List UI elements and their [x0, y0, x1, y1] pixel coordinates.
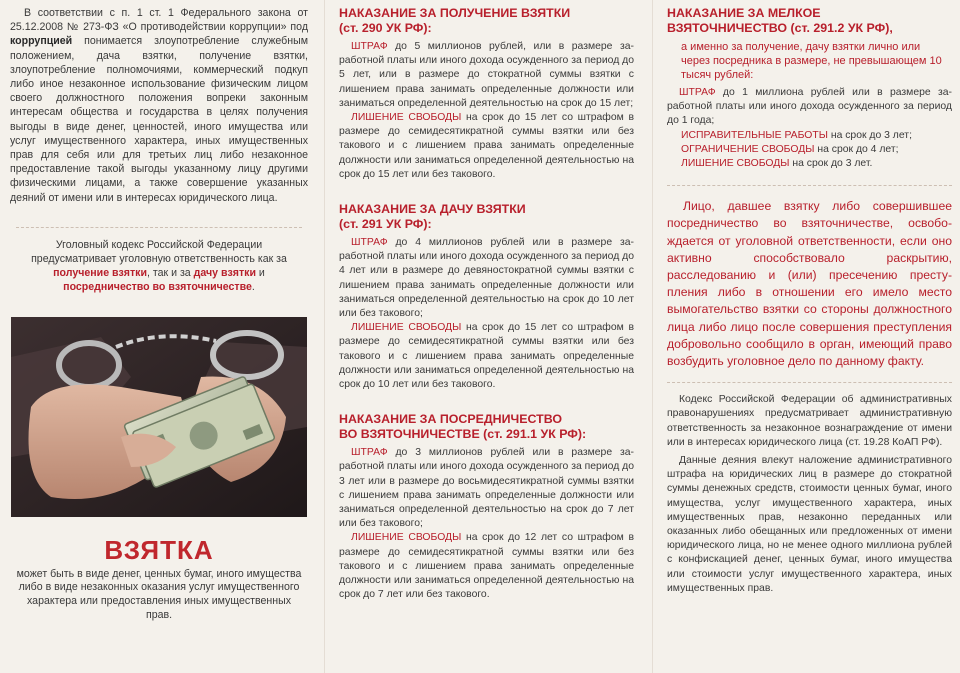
penalty-fine: [339, 236, 634, 321]
petty-bribery-note: а именно за получение, дачу взятки лично или через посредника в размере, не превышающем 10 тысяч рублей:: [681, 41, 942, 81]
bribe-title: ВЗЯТКА: [104, 534, 214, 565]
heading-line2: (ст. 290 УК РФ):: [339, 21, 432, 35]
intro-paragraph: [10, 6, 308, 205]
intro-text-end: понимается злоупотребление служебным положением, дача взятки, получение взятки, злоупотребление полномочиями, коммерческий подкуп либо иное незаконное использование физическим лицом своего должностного положения вопреки законным интересам общества и государства в целях получения выгоды в виде денег, ценностей, иного имущества или услуг имущественного характера, иных имущественных прав для себя или для третьих лиц либо незаконное предоставление такой выгоды указанному лицу другими физическими лицами, а также совершение указанных деяний от имени или в интересах юридического лица.: [10, 35, 308, 204]
koap-paragraph-1: Кодекс Российской Федерации об административных правонарушениях предусматривает административную ответственность за незаконное вознаграждение от имени или в интересах юридического лица (ст. 19.28 КоАП РФ).: [667, 394, 952, 448]
section-heading: [339, 412, 634, 442]
section-giving-bribe: [339, 202, 634, 392]
code-text-start: Уголовный кодекс Российской Федерации предусматривает уголовную ответственность как за: [31, 238, 287, 266]
section-receiving-bribe: [339, 6, 634, 182]
penalty-label: ЛИШЕНИЕ СВОБОДЫ: [351, 532, 462, 544]
penalty-text: на срок до 3 лет;: [827, 129, 912, 141]
penalty-fine: [339, 40, 634, 111]
code-text-mid1: , так и за: [147, 267, 194, 280]
koap-paragraph-2: Данные деяния влекут наложение административного штрафа на юридических лиц в размере до стократной суммы денежных средств, стоимости ценных бумаг, иного имущества, услуг имущественного характера, иных имущественных прав, незаконно переданных или оказанных либо обещанных или предложенных от имени юридического лица, но не менее одного миллиона рублей с конфискацией денег, ценных бумаг, иного имущества или стоимости услуг имущественного характера, иных имущественных прав.: [667, 455, 952, 594]
photo-illustration: [11, 317, 307, 517]
heading-line2: ВЗЯТОЧНИЧЕСТВО (ст. 291.2 УК РФ),: [667, 21, 893, 35]
penalty-label: ЛИШЕНИЕ СВОБОДЫ: [351, 322, 462, 334]
section-bribery-mediation: [339, 412, 634, 602]
penalty-label: ШТРАФ: [351, 447, 388, 459]
penalty-label: ШТРАФ: [351, 41, 388, 52]
heading-line2: (ст. 291 УК РФ):: [339, 217, 432, 232]
heading-line1: НАКАЗАНИЕ ЗА ПОЛУЧЕНИЕ ВЗЯТКИ: [339, 6, 571, 20]
handcuffed-hands-money-photo: [11, 317, 307, 517]
penalty-fine: [667, 86, 952, 129]
code-term-mediation: посредничество во взяточничестве: [63, 281, 252, 294]
penalty-correctional-work: [681, 129, 952, 143]
criminal-code-note: [18, 238, 300, 295]
penalty-text: до 5 миллионов рублей, или в размере заработной платы или иного дохода осужденного за период до 5 лет, или в размере до стократной суммы взятки с лишением права занимать определенные должности или заниматься определенной деятельностью на срок до 15 лет;: [339, 41, 634, 109]
bribe-definition: может быть в виде денег, ценных бумаг, иного имущества либо в виде незаконных оказания услуг имущественного характера или предоставления иных имущественных прав.: [16, 567, 302, 622]
code-term-giving: дачу взятки: [193, 267, 256, 280]
penalty-label: ОГРАНИЧЕНИЕ СВОБОДЫ: [681, 143, 815, 155]
left-column: [0, 0, 318, 673]
penalty-label: ШТРАФ: [679, 87, 716, 98]
intro-text-start: В соответствии с п. 1 ст. 1 Федерального закона от 25.12.2008 № 273-ФЗ «О противодействии коррупции» под: [10, 7, 308, 34]
penalty-text: на срок до 3 лет.: [789, 158, 873, 170]
penalty-text: на срок до 4 лет;: [814, 143, 899, 155]
penalty-text: до 3 миллионов рублей или в размере заработной платы или иного дохода осужденного за период до 3 лет или в размере до восьмидесятикратной суммы взятки с лишением права занимать определенные должности или заниматься определенной деятельностью на срок до 7 лет или без такового;: [339, 447, 634, 530]
penalty-text: до 4 миллионов рублей или в размере заработной платы или иного дохода осужденного за период до 4 лет или в размере до девяностократной суммы взятки с лишением права занимать определенные должности или заниматься определенной деятельностью на срок до 10 лет или без такового;: [339, 237, 634, 320]
penalty-fine: [339, 446, 634, 531]
heading-line2: ВО ВЗЯТОЧНИЧЕСТВЕ (ст. 291.1 УК РФ):: [339, 427, 587, 442]
section-heading: [339, 202, 634, 232]
divider: [16, 227, 302, 228]
penalty-label: ШТРАФ: [351, 237, 388, 249]
middle-column: [324, 0, 644, 673]
penalty-imprisonment: [339, 531, 634, 602]
heading-line1: НАКАЗАНИЕ ЗА МЕЛКОЕ: [667, 6, 821, 20]
penalty-text: на срок до 15 лет со штрафом в размере до семидесятикратной суммы взятки или без такового и с лишением права занимать определенные должности или заниматься определенной деятельностью на срок до 10 лет или без такового.: [339, 322, 634, 391]
penalty-text: на срок до 12 лет со штрафом в размере до семидесятикратной суммы взятки или без такового и с лишением права занимать определенные должности или заниматься определенной деятельностью на срок до 7 лет или без такового.: [339, 532, 634, 601]
heading-line1: НАКАЗАНИЕ ЗА ДАЧУ ВЗЯТКИ: [339, 202, 526, 217]
right-column: [652, 0, 960, 673]
penalty-label: ЛИШЕНИЕ СВОБОДЫ: [681, 158, 790, 170]
code-text-mid2: и: [255, 267, 265, 280]
section-heading: [339, 6, 634, 36]
penalty-imprisonment: [339, 321, 634, 392]
code-text-end: .: [251, 281, 255, 294]
release-from-liability: Лицо, давшее взятку либо совершившее посредничество во взяточничестве, освобождается от уголовной ответственности, если оно активно способствовало раскрытию, расследованию и (или) пресечению преступления либо в отношении его имело место вымогательство взятки со стороны должностного лица либо лицо после совершения преступления добровольно сообщило в орган, имеющий право возбудить уголовное дело по данному факту.: [667, 199, 952, 369]
section-heading-petty-bribery: [667, 6, 952, 36]
penalty-label: ИСПРАВИТЕЛЬНЫЕ РАБОТЫ: [681, 129, 828, 141]
heading-line1: НАКАЗАНИЕ ЗА ПОСРЕДНИЧЕСТВО: [339, 412, 562, 427]
divider: [667, 382, 952, 383]
divider: [667, 185, 952, 186]
penalty-restriction: [681, 143, 952, 157]
penalty-imprisonment: [681, 157, 952, 171]
code-term-receiving: получение взятки: [53, 267, 147, 280]
penalty-text: до 1 миллиона рублей или в размере заработной платы или иного дохода осужденного за период до 1 года;: [667, 87, 952, 127]
penalty-text: на срок до 15 лет со штрафом в размере до семидесятикратной суммы взятки или без такового и с лишением права занимать определенные должности или заниматься определенной деятельностью на срок до 15 лет или без такового.: [339, 112, 634, 180]
penalty-label: ЛИШЕНИЕ СВОБОДЫ: [351, 112, 462, 124]
intro-bold-term: коррупцией: [10, 35, 73, 48]
penalty-list: [681, 129, 952, 172]
penalty-imprisonment: [339, 111, 634, 182]
